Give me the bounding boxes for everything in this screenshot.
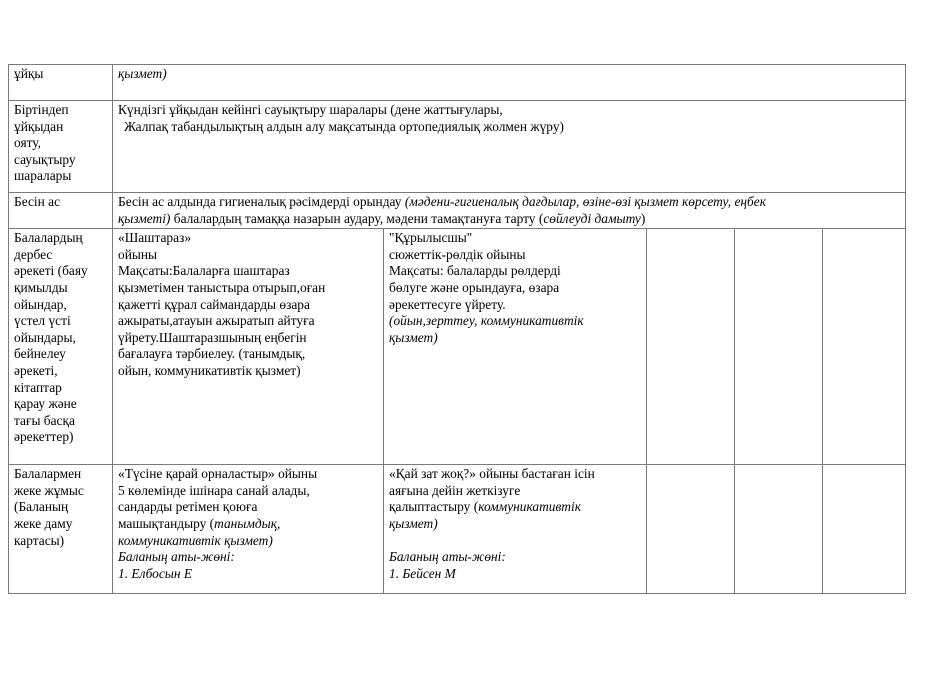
- row-label-snack: [9, 193, 113, 229]
- cell-empty: [823, 229, 906, 465]
- game-line: (ойын,зерттеу, коммуникативтік: [389, 313, 584, 329]
- cell-builder-game: [384, 229, 647, 465]
- row-label-line: картасы): [14, 532, 65, 548]
- cell-empty: [735, 465, 823, 594]
- row-label-line: Балалардың: [14, 230, 83, 246]
- row-label-line: тағы басқа: [14, 412, 75, 428]
- child-name-label: Баланың аты-жөні:: [118, 549, 235, 565]
- row-label-line: (Баланың: [14, 499, 69, 515]
- row-label-line: қарау және: [14, 396, 77, 412]
- game-line: «Қай зат жоқ?» ойыны бастаған ісін: [389, 466, 595, 482]
- game-line: сюжеттік-рөлдік ойыны: [389, 246, 526, 262]
- table-row-independent-activity: [9, 229, 906, 465]
- game-line: аяғына дейін жеткізуге: [389, 482, 521, 498]
- row-label-line: Балалармен: [14, 466, 82, 482]
- game-line: бағалауға тәрбиелеу. (танымдық,: [118, 346, 306, 362]
- game-line: ойын, коммуникативтік қызмет): [118, 362, 301, 378]
- row-label-line: әрекеті,: [14, 362, 58, 378]
- cell-empty: [735, 229, 823, 465]
- game-line: Мақсаты: балаларды рөлдерді: [389, 263, 561, 279]
- game-text-normal: қалыптастыру (: [389, 499, 479, 515]
- game-text-normal: машықтандыру (: [118, 515, 215, 531]
- game-text-italic: танымдық,: [214, 515, 281, 531]
- game-line: бөлуге және орындауға, өзара: [389, 279, 560, 295]
- row-label-line: ұйқыдан: [14, 118, 64, 134]
- game-text-italic: коммуникативтік: [478, 499, 581, 515]
- daily-plan-table: [8, 64, 906, 594]
- snack-text-normal: ): [640, 210, 646, 226]
- table-row-individual-work: [9, 465, 906, 594]
- game-line: «Шаштараз»: [118, 230, 192, 246]
- row-label-independent: [9, 229, 113, 465]
- snack-text-italic: (мәдени-гигиеналық дағдылар, өзіне-өзі қызмет көрсету, еңбек: [404, 194, 766, 209]
- cell-color-game: [113, 465, 384, 594]
- row-label-line: жеке даму: [14, 515, 73, 531]
- activity-text: қызмет): [118, 66, 167, 81]
- child-name: 1. Бейсен М: [389, 565, 456, 581]
- table-row-sleep: [9, 65, 906, 101]
- row-label-text: Бесін ас: [14, 194, 61, 209]
- cell-empty: [647, 465, 735, 594]
- game-line: ойыны: [118, 246, 158, 262]
- child-name: 1. Елбосын Е: [118, 565, 193, 581]
- cell-empty: [823, 465, 906, 594]
- game-line: қызмет): [389, 515, 438, 531]
- cell-snack-activity: [113, 193, 906, 229]
- child-name-label: Баланың аты-жөні:: [389, 549, 506, 565]
- cell-sleep-activity: [113, 65, 906, 101]
- row-label-sleep: [9, 65, 113, 101]
- blank-line: [389, 533, 642, 550]
- game-line: әрекеттесуге үйрету.: [389, 296, 506, 312]
- table-row-snack: [9, 193, 906, 229]
- game-line: 5 көлемінде ішінара санай алады,: [118, 482, 310, 498]
- row-label-line: сауықтыру: [14, 151, 76, 167]
- game-line: үйрету.Шаштаразшының еңбегін: [118, 329, 307, 345]
- cell-wake-activity: [113, 101, 906, 193]
- row-label-line: ояту,: [14, 135, 41, 151]
- game-line: сандарды ретімен қоюға: [118, 499, 258, 515]
- cell-empty: [647, 229, 735, 465]
- row-label-line: шаралары: [14, 168, 72, 184]
- row-label-line: әрекеті (баяу: [14, 263, 88, 279]
- activity-line: Жалпақ табандылықтың алдын алу мақсатында ортопедиялық жолмен жүру): [124, 118, 564, 134]
- game-line: ажыраты,атауын ажыратып айтуға: [118, 313, 315, 329]
- game-line: «Түсіне қарай орналастыр» ойыны: [118, 466, 318, 482]
- game-line: қызмет): [389, 329, 438, 345]
- snack-text-italic: қызметі): [118, 210, 171, 226]
- snack-text-normal: Бесін ас алдында гигиеналық рәсімдерді орындау: [118, 194, 402, 209]
- cell-missing-item-game: [384, 465, 647, 594]
- game-line: қажетті құрал саймандарды өзара: [118, 296, 310, 312]
- activity-line: Күндізгі ұйқыдан кейінгі сауықтыру шаралары (дене жаттығулары,: [118, 102, 503, 117]
- row-label-individual: [9, 465, 113, 594]
- row-label-wake-up: [9, 101, 113, 193]
- table-row-wake-up: [9, 101, 906, 193]
- row-label-line: қимылды: [14, 279, 68, 295]
- row-label-line: кітаптар: [14, 379, 62, 395]
- row-label-line: Біртіндеп: [14, 102, 69, 117]
- game-line: "Құрылысшы": [389, 230, 473, 246]
- row-label-text: ұйқы: [14, 66, 44, 81]
- row-label-line: дербес: [14, 246, 53, 262]
- row-label-line: әрекеттер): [14, 429, 74, 445]
- cell-hairdresser-game: [113, 229, 384, 465]
- game-line: қызметімен таныстыра отырып,оған: [118, 279, 326, 295]
- snack-text-italic: сөйлеуді дамыту: [543, 210, 641, 226]
- row-label-line: ойындары,: [14, 329, 76, 345]
- row-label-line: ойындар,: [14, 296, 67, 312]
- row-label-line: жеке жұмыс: [14, 482, 84, 498]
- row-label-line: үстел үсті: [14, 313, 71, 329]
- game-line: коммуникативтік қызмет): [118, 532, 273, 548]
- snack-text-normal: балалардың тамаққа назарын аудару, мәдени тамақтануға тарту (: [173, 210, 544, 226]
- game-line: Мақсаты:Балаларға шаштараз: [118, 263, 290, 279]
- row-label-line: бейнелеу: [14, 346, 66, 362]
